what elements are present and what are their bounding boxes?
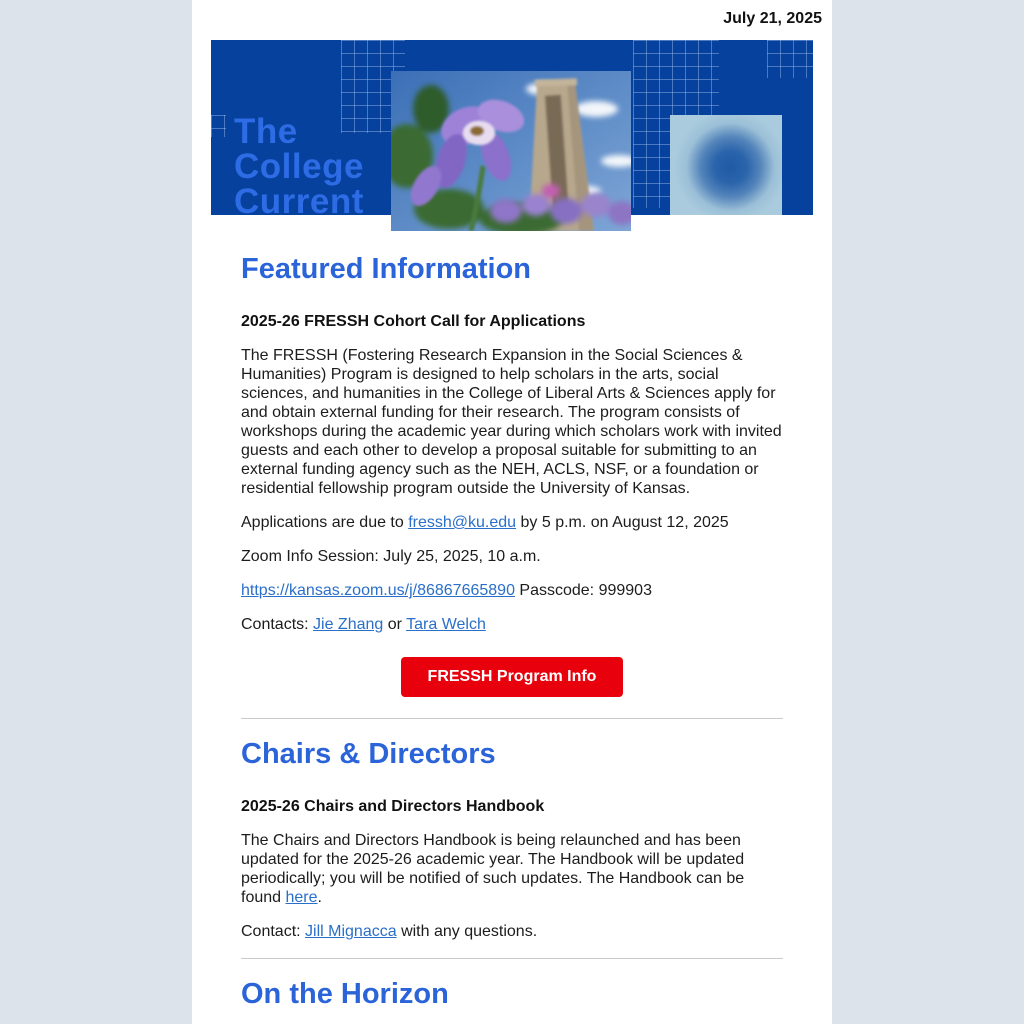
newsletter-title	[234, 114, 364, 219]
fressh-call-subheading: 2025-26 FRESSH Cohort Call for Applications	[241, 313, 586, 330]
contact-jill-mignacca-link[interactable]: Jill Mignacca	[305, 923, 397, 940]
campanile-photo-image	[391, 71, 631, 231]
applications-due-suffix: by 5 p.m. on August 12, 2025	[516, 514, 729, 531]
masthead-banner	[211, 40, 813, 221]
campanile-photo	[391, 71, 631, 231]
fressh-email-link[interactable]: fressh@ku.edu	[408, 514, 517, 531]
handbook-paragraph	[241, 831, 783, 907]
section-divider	[241, 718, 783, 719]
newsletter-body	[192, 253, 832, 1011]
handbook-contact-suffix: with any questions.	[396, 923, 538, 940]
grid-pattern-decoration	[211, 115, 226, 137]
newsletter-title-line: Current	[234, 182, 364, 221]
handbook-period: .	[317, 889, 322, 906]
contact-tara-welch-link[interactable]: Tara Welch	[406, 616, 486, 633]
button-row	[241, 657, 783, 697]
featured-information-heading: Featured Information	[241, 253, 532, 285]
grid-pattern-decoration	[767, 40, 813, 78]
radial-dot-graphic	[670, 115, 782, 215]
contact-jie-zhang-link[interactable]: Jie Zhang	[313, 616, 384, 633]
zoom-link-line	[241, 581, 783, 600]
on-the-horizon-heading: On the Horizon	[241, 978, 449, 1010]
handbook-contact-prefix: Contact:	[241, 923, 306, 940]
contacts-prefix: Contacts:	[241, 616, 314, 633]
zoom-session-line: Zoom Info Session: July 25, 2025, 10 a.m.	[241, 548, 541, 565]
contacts-line	[241, 615, 783, 634]
handbook-here-link[interactable]: here	[285, 889, 318, 906]
newsletter-title-line: The	[234, 112, 298, 151]
fressh-program-info-button[interactable]: FRESSH Program Info	[401, 657, 624, 697]
zoom-meeting-link[interactable]: https://kansas.zoom.us/j/86867665890	[241, 582, 515, 599]
handbook-text: The Chairs and Directors Handbook is being relaunched and has been updated for the 2025-26 academic year. The Handbook will be updated periodically; you will be notified of such updates. The Handbook can be found	[241, 832, 745, 906]
email-newsletter	[192, 0, 832, 1024]
chairs-directors-heading: Chairs & Directors	[241, 738, 496, 770]
zoom-passcode: Passcode: 999903	[514, 582, 652, 599]
applications-due-line	[241, 513, 783, 532]
newsletter-title-line: College	[234, 147, 364, 186]
handbook-subheading: 2025-26 Chairs and Directors Handbook	[241, 798, 545, 815]
section-divider	[241, 958, 783, 959]
applications-due-prefix: Applications are due to	[241, 514, 409, 531]
fressh-description-paragraph: The FRESSH (Fostering Research Expansion in the Social Sciences & Humanities) Program is designed to help scholars in the arts, social sciences, and humanities in the College of Liberal Arts & Sciences apply for and obtain external funding for their research. The program consists of workshops during the academic year during which scholars work with invited guests and each other to develop a proposal suitable for submitting to an external funding agency such as the NEH, ACLS, NSF, or a foundation or residential fellowship program outside the University of Kansas.	[241, 347, 782, 497]
issue-date: July 21, 2025	[723, 10, 822, 27]
handbook-contact-line	[241, 922, 783, 941]
contacts-middle: or	[383, 616, 407, 633]
